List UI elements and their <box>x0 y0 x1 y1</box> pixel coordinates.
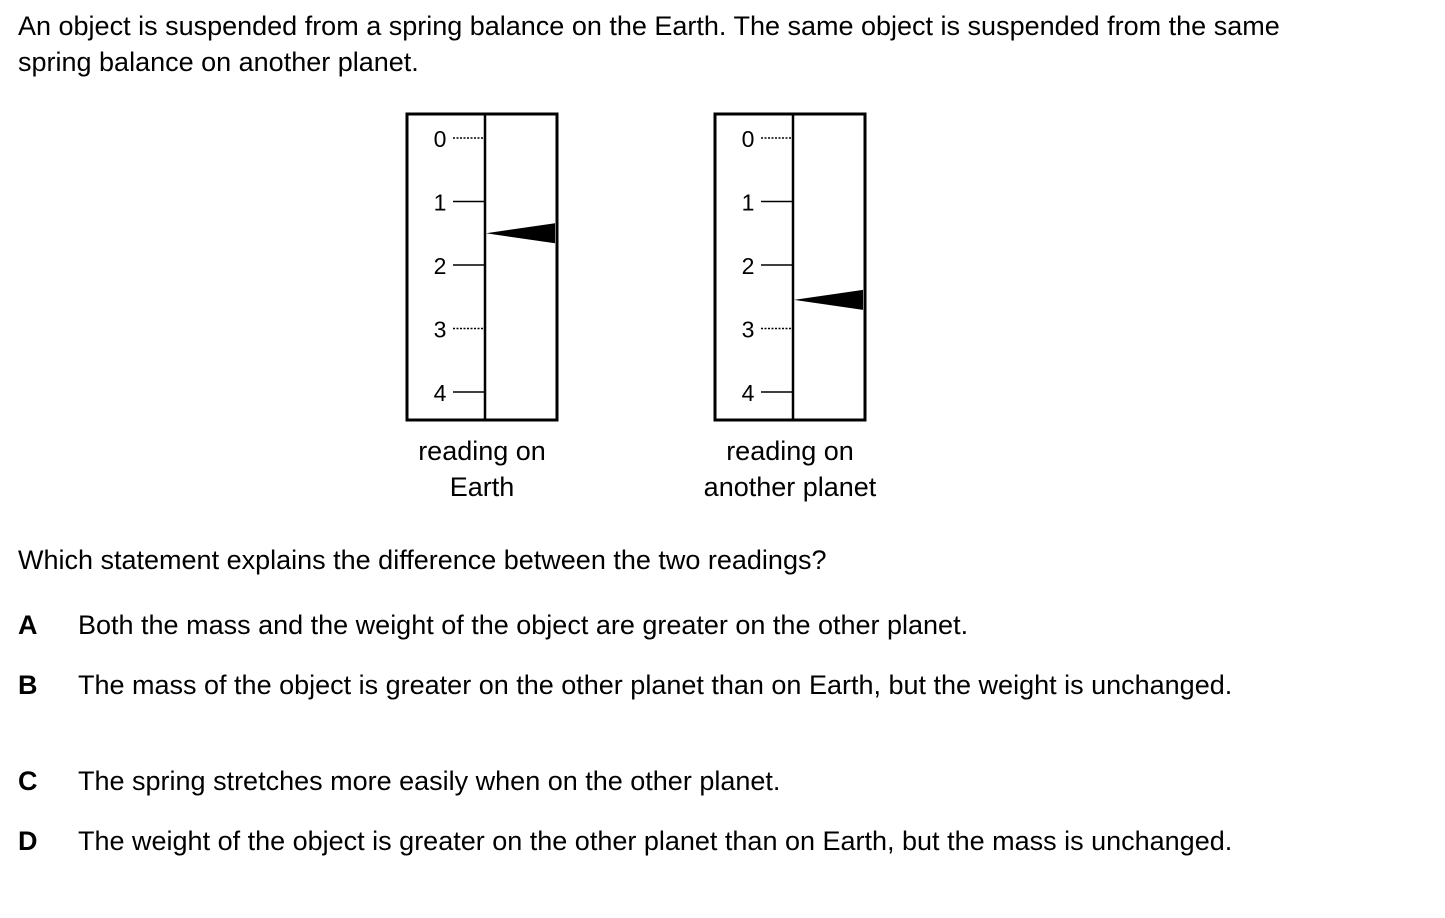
caption-line-1: reading on <box>418 436 546 466</box>
balance-frame <box>407 114 557 420</box>
intro-text: An object is suspended from a spring balance on the Earth. The same object is suspended from the same spring balance on another planet. <box>18 11 1280 77</box>
scale-label-3: 3 <box>433 316 447 343</box>
scale-label-2: 2 <box>433 253 447 279</box>
option-letter: D <box>18 826 38 856</box>
scale-label-3: 3 <box>741 316 755 343</box>
spring-balance-other-planet <box>704 114 877 502</box>
option-text: The spring stretches more easily when on the other planet. <box>78 766 781 796</box>
balance-frame <box>715 114 865 420</box>
scale-label-2: 2 <box>741 253 755 279</box>
scale-label-4: 4 <box>433 380 447 406</box>
option-letter: B <box>18 670 38 700</box>
option-letter: A <box>18 610 38 640</box>
option-letter: C <box>18 766 38 796</box>
scale-label-4: 4 <box>741 380 755 406</box>
spring-balance-earth <box>407 114 557 502</box>
scale-label-1: 1 <box>741 189 755 216</box>
question-text: Which statement explains the difference between the two readings? <box>18 545 827 575</box>
option-text: Both the mass and the weight of the object are greater on the other planet. <box>78 610 969 640</box>
option-text: The mass of the object is greater on the other planet than on Earth, but the weight is unchanged. <box>78 670 1233 700</box>
scale-label-0: 0 <box>741 126 755 152</box>
option-text: The weight of the object is greater on the other planet than on Earth, but the mass is unchanged. <box>78 826 1233 856</box>
caption-line-2: Earth <box>449 472 515 502</box>
scale-label-1: 1 <box>433 189 447 216</box>
caption-line-1: reading on <box>726 436 854 466</box>
caption-line-2: another planet <box>703 472 877 502</box>
scale-label-0: 0 <box>433 126 447 152</box>
